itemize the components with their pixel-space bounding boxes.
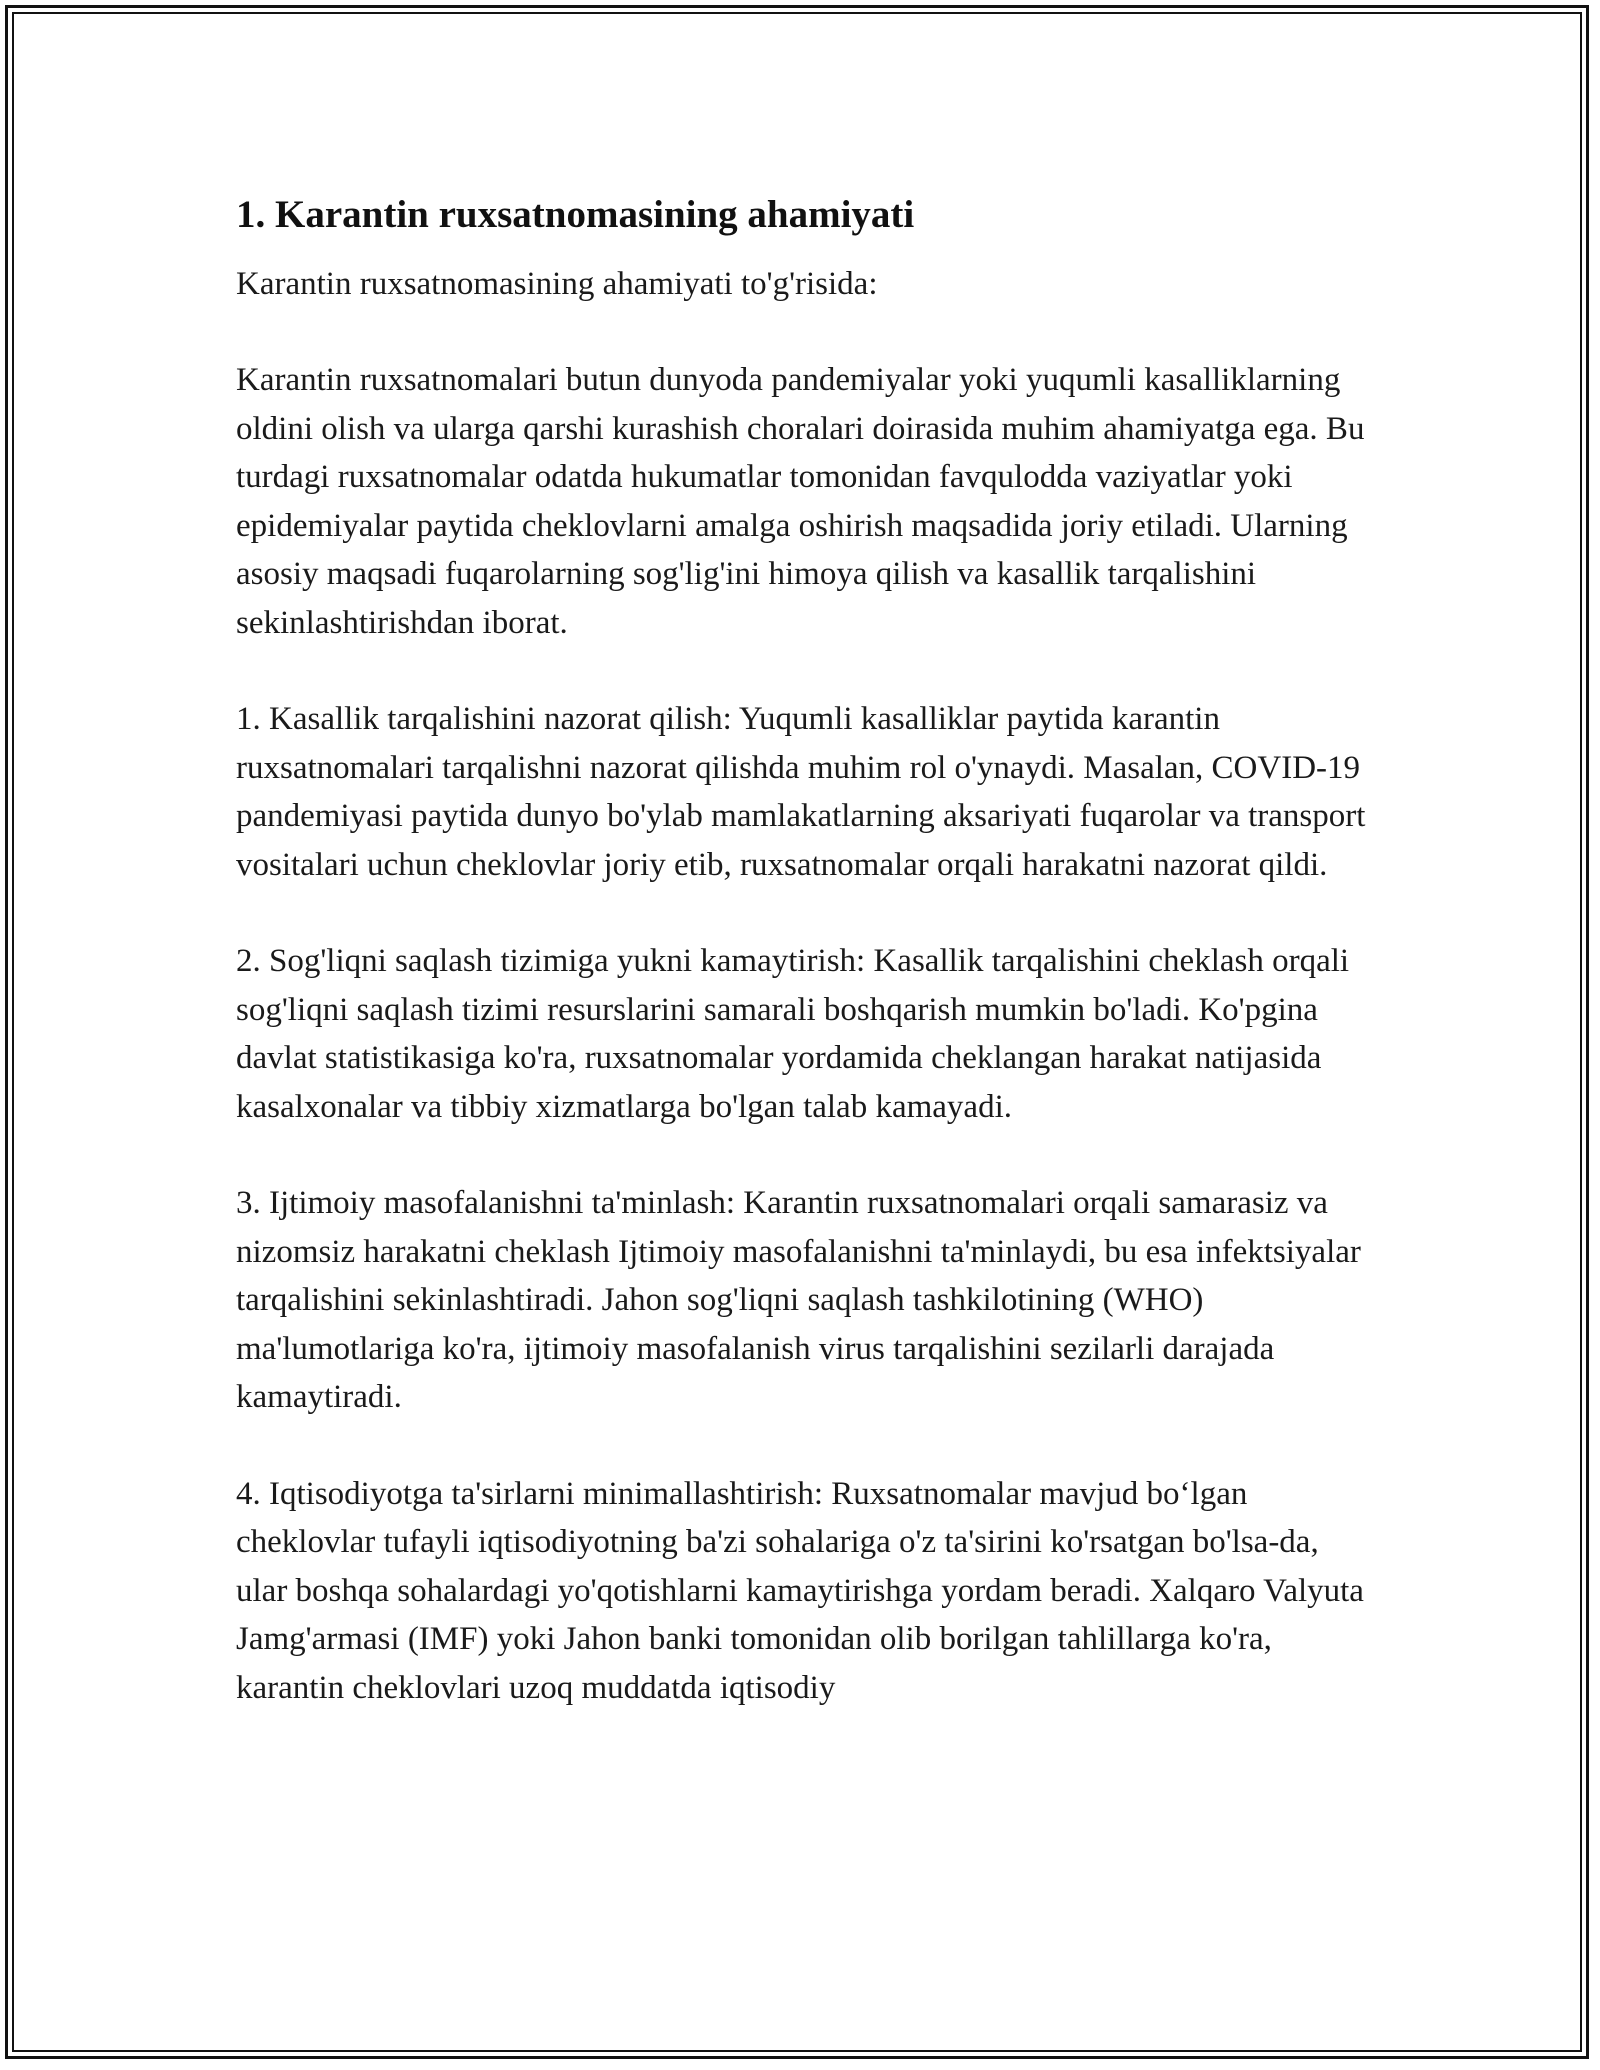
paragraph-point-4: 4. Iqtisodiyotga ta'sirlarni minimallashtirish: Ruxsatnomalar mavjud bo‘lgan cheklovlar tufayli iqtisodiyotning ba'zi sohalariga o'z ta'sirini ko'rsatgan bo'lsa-da, ular boshqa sohalardagi yo'qotishlarni kamaytirishga yordam beradi. Xalqaro Valyuta Jamg'armasi (IMF) yoki Jahon banki tomonidan olib borilgan tahlillarga ko'ra, karantin cheklovlari uzoq muddatda iqtisodiy	[236, 1475, 1364, 1706]
paragraph-point-3: 3. Ijtimoiy masofalanishni ta'minlash: Karantin ruxsatnomalari orqali samarasiz va nizomsiz harakatni cheklash Ijtimoiy masofalanishni ta'minlaydi, bu esa infektsiyalar tarqalishini sekinlashtiradi. Jahon sog'liqni saqlash tashkilotining (WHO) ma'lumotlariga ko'ra, ijtimoiy masofalanish virus tarqalishini sezilarli darajada kamaytiradi.	[236, 1185, 1361, 1415]
paragraph-overview: Karantin ruxsatnomalari butun dunyoda pandemiyalar yoki yuqumli kasalliklarning oldini olish va ularga qarshi kurashish choralari doirasida muhim ahamiyatga ega. Bu turdagi ruxsatnomalar odatda hukumatlar tomonidan favqulodda vaziyatlar yoki epidemiyalar paytida cheklovlarni amalga oshirish maqsadida joriy etiladi. Ularning asosiy maqsadi fuqarolarning sog'lig'ini himoya qilish va kasallik tarqalishini sekinlashtirishdan iborat.	[236, 362, 1365, 641]
document-body	[236, 188, 1376, 1712]
paragraph-point-2: 2. Sog'liqni saqlash tizimiga yukni kamaytirish: Kasallik tarqalishini cheklash orqali sog'liqni saqlash tizimi resurslarini samarali boshqarish mumkin bo'ladi. Ko'pgina davlat statistikasiga ko'ra, ruxsatnomalar yordamida cheklangan harakat natijasida kasalxonalar va tibbiy xizmatlarga bo'lgan talab kamayadi.	[236, 943, 1350, 1125]
intro-line: Karantin ruxsatnomasining ahamiyati to'g'risida:	[236, 266, 878, 302]
paragraph-point-1: 1. Kasallik tarqalishini nazorat qilish: Yuqumli kasalliklar paytida karantin ruxsatnomalari tarqalishni nazorat qilishda muhim rol o'ynaydi. Masalan, COVID-19 pandemiyasi paytida dunyo bo'ylab mamlakatlarning aksariyati fuqarolar va transport vositalari uchun cheklovlar joriy etib, ruxsatnomalar orqali harakatni nazorat qildi.	[236, 701, 1366, 883]
section-heading: 1. Karantin ruxsatnomasining ahamiyati	[236, 193, 915, 236]
